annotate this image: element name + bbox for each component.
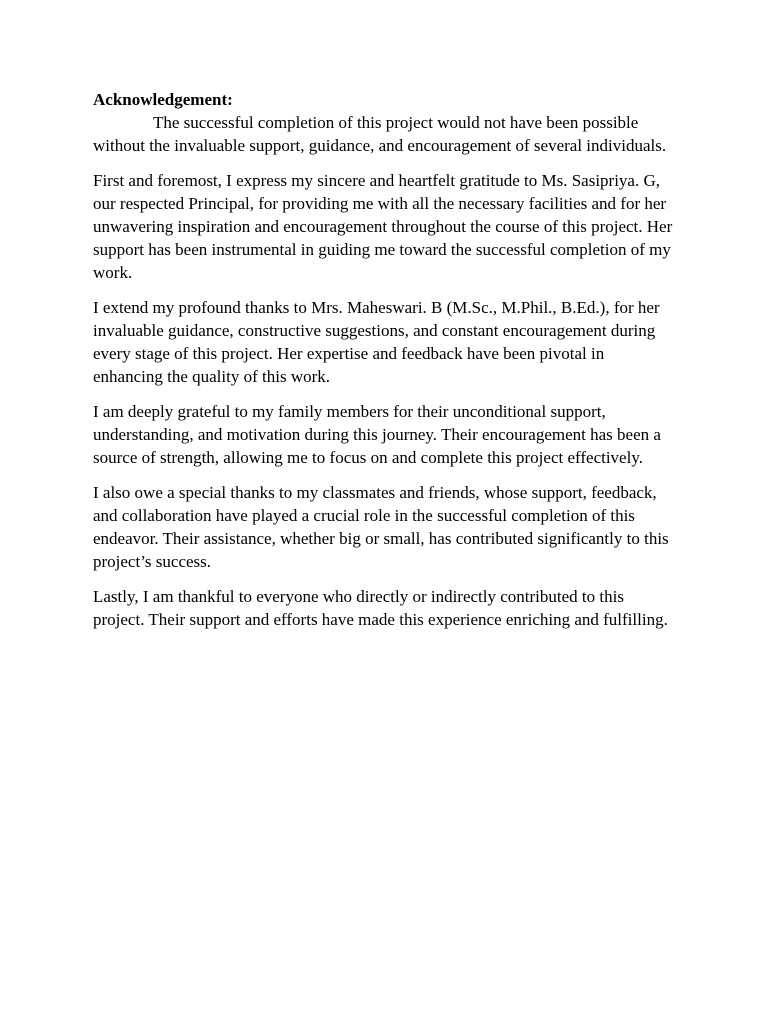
section-heading: Acknowledgement: [93, 90, 233, 109]
intro-paragraph: The successful completion of this project would not have been possible without the invaluable support, guidance, and encouragement of several individuals. [93, 113, 667, 155]
friends-thanks-paragraph: I also owe a special thanks to my classmates and friends, whose support, feedback, and collaboration have played a crucial role in the successful completion of this endeavor. Their assistance, whether big or small, has contributed significantly to this project’s success. [93, 483, 669, 571]
acknowledgement-section [93, 88, 677, 643]
principal-thanks-paragraph: First and foremost, I express my sincere and heartfelt gratitude to Ms. Sasipriya. G, our respected Principal, for providing me with all the necessary facilities and for her unwavering inspiration and encouragement throughout the course of this project. Her support has been instrumental in guiding me toward the successful completion of my work. [93, 171, 673, 282]
guide-thanks-paragraph: I extend my profound thanks to Mrs. Maheswari. B (M.Sc., M.Phil., B.Ed.), for her invaluable guidance, constructive suggestions, and constant encouragement during every stage of this project. Her expertise and feedback have been pivotal in enhancing the quality of this work. [93, 298, 660, 386]
closing-paragraph: Lastly, I am thankful to everyone who directly or indirectly contributed to this project. Their support and efforts have made this experience enriching and fulfilling. [93, 587, 668, 629]
family-thanks-paragraph: I am deeply grateful to my family members for their unconditional support, understanding, and motivation during this journey. Their encouragement has been a source of strength, allowing me to focus on and complete this project effectively. [93, 402, 661, 467]
